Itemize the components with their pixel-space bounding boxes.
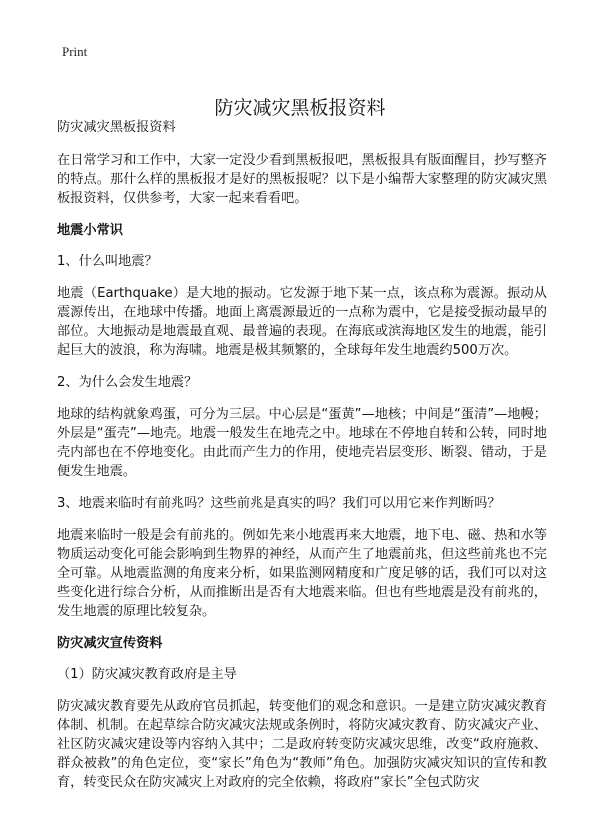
page-title: 防灾减灾黑板报资料 [214,96,386,119]
item-1-heading: （1）防灾减灾教育政府是主导 [57,667,237,682]
item-1-paragraph: 防灾减灾教育要先从政府官员抓起，转变他们的观念和意识。一是建立防灾减灾教育体制、机制。在起草综合防灾减灾法规或条例时，将防灾减灾教育、防灾减灾产业、社区防灾减灾建设等内容纳入其中；二是政府转变防灾减灾思维，改变“政府施救、群众被救”的角色定位，变“家长”角色为“教师”角色。加强防灾减灾知识的宣传和教育，转变民众在防灾减灾上对政府的完全依赖，将政府“家长”全包式防灾 [57,699,547,790]
question-2: 2、为什么会发生地震？ [57,375,198,390]
question-3: 3、地震来临时有前兆吗？这些前兆是真实的吗？我们可以用它来作判断吗？ [57,496,501,511]
print-link[interactable]: Print [62,44,88,59]
section-heading-earthquake: 地震小常识 [57,223,123,238]
article-body [57,118,547,805]
article-subtitle: 防灾减灾黑板报资料 [57,120,176,135]
answer-2: 地球的结构就象鸡蛋，可分为三层。中心层是“蛋黄”—地核；中间是“蛋清”—地幔；外层是“蛋壳”—地壳。地震一般发生在地壳之中。地球在不停地自转和公转，同时地壳内部也在不停地变化。由此而产生力的作用，使地壳岩层变形、断裂、错动，于是便发生地震。 [57,407,547,479]
answer-1: 地震（Earthquake）是大地的振动。它发源于地下某一点，该点称为震源。振动从震源传出，在地球中传播。地面上离震源最近的一点称为震中，它是接受振动最早的部位。大地振动是地震最直观、最普遍的表现。在海底或滨海地区发生的地震，能引起巨大的波浪，称为海啸。地震是极其频繁的，全球每年发生地震约500万次。 [57,286,547,358]
answer-3: 地震来临时一般是会有前兆的。例如先来小地震再来大地震，地下电、磁、热和水等物质运动变化可能会影响到生物界的神经，从而产生了地震前兆，但这些前兆也不完全可靠。从地震监测的角度来分析，如果监测网精度和广度足够的话，我们可以对这些变化进行综合分析，从而推断出是否有大地震来临。但也有些地震是没有前兆的，发生地震的原理比较复杂。 [57,528,547,619]
section-heading-propaganda: 防灾减灾宣传资料 [57,636,163,651]
question-1: 1、什么叫地震？ [57,254,158,269]
intro-paragraph: 在日常学习和工作中，大家一定没少看到黑板报吧，黑板报具有版面醒目，抄写整齐的特点。那什么样的黑板报才是好的黑板报呢？以下是小编帮大家整理的防灾减灾黑板报资料，仅供参考，大家一起来看看吧。 [57,153,547,206]
